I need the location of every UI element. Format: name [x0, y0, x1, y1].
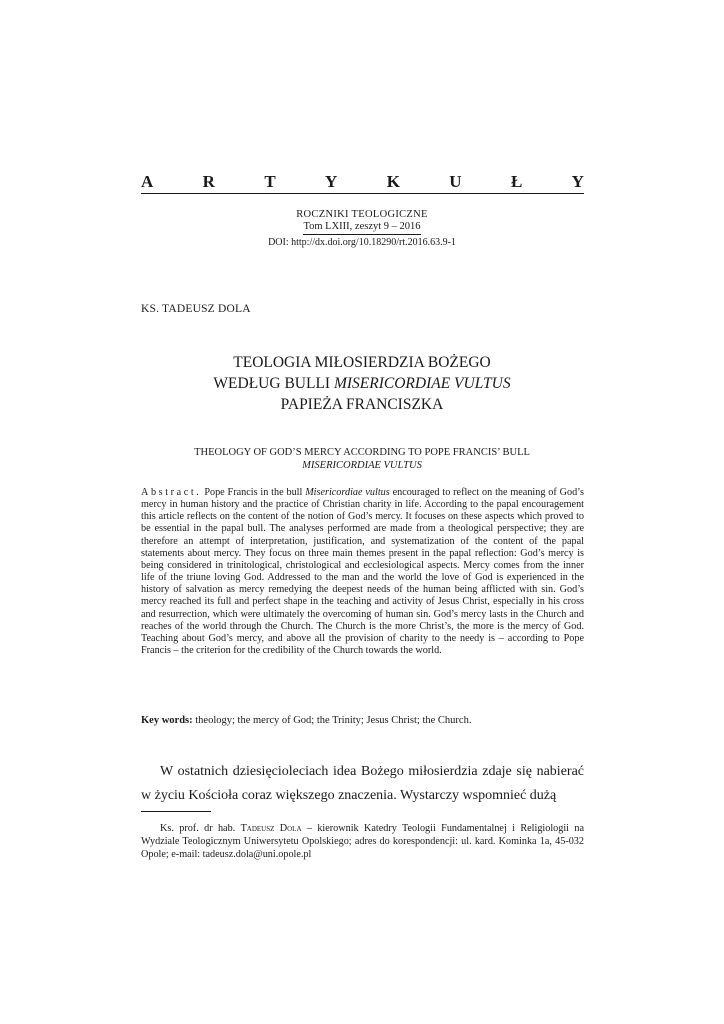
title-line-2-prefix: WEDŁUG BULLI [213, 375, 334, 392]
journal-name: ROCZNIKI TEOLOGICZNE [296, 209, 428, 220]
section-heading-letter: A [141, 172, 154, 191]
section-heading-letter: K [386, 172, 400, 191]
keywords [141, 715, 584, 726]
section-heading-letter: Y [325, 172, 338, 191]
body-paragraph: W ostatnich dziesięcioleciach idea Bożego miłosierdzia zdaje się nabierać w życiu Kościoła coraz większego znaczenia. Wystarczy wspomnieć dużą [141, 764, 584, 803]
keywords-label: Key words: [141, 715, 193, 726]
section-heading [141, 172, 584, 192]
footnote-text: – kierownik Katedry Teologii Fundamentalnej i Religiologii na Wydziale Teologicznym Uniwersytetu Opolskiego; adres do korespondencji: ul. kard. Kominka 1a, 45-032 Opole; e-mail: tadeusz.dola@uni.opole.pl [141, 823, 584, 860]
section-heading-letter: U [449, 172, 462, 191]
footnote [141, 822, 584, 861]
title-line-2-italic: MISERICORDIAE VULTUS [333, 375, 511, 392]
journal-volume: Tom LXIII, zeszyt 9 – 2016 [303, 221, 421, 232]
author: KS. TADEUSZ DOLA [141, 303, 251, 315]
abstract-body: encouraged to reflect on the meaning of God’s mercy in human history and the practice of Christian charity in life. According to the papal encouragement this article reflects on the content of the notion of God’s mercy. It focuses on these aspects which proved to be essential in the papal bull. The analyses performed are made from a theological perspective; they are therefore an attempt of interpretation, justification, and systematization of the content of the papal statements about mercy. They focus on three main themes present in the papal reflection: God’s mercy is being considered in trinitological, christological and ecclesiological aspects. Mercy comes from the inner life of the triune loving God. Addressed to the man and the world the love of God is experienced in the history of salvation as mercy remedying the deepest needs of the human being afflicted with sin. God’s mercy reached its full and perfect shape in the teaching and activity of Jesus Christ, especially in his cross and resurrection, which were ultimately the overcoming of human sin. God’s mercy lasts in the Church and reaches of the world through the Church. The Church is the more Christ’s, the more is the mercy of God. Teaching about God’s mercy, and above all the provision of charity to the needy is – according to Pope Francis – the criterion for the credibility of the Church towards the world. [141, 487, 584, 657]
journal-rule [303, 234, 421, 235]
footnote-prefix: Ks. prof. dr hab. [160, 823, 241, 834]
abstract [141, 487, 584, 657]
footnote-rule [141, 811, 211, 812]
abstract-intro: Pope Francis in the bull [201, 487, 306, 498]
title-line-3: PAPIEŻA FRANCISZKA [280, 396, 444, 413]
english-title-line-1: THEOLOGY OF GOD’S MERCY ACCORDING TO POPE FRANCIS’ BULL [194, 447, 530, 458]
section-heading-letter: T [264, 172, 276, 191]
section-heading-letter: Y [571, 172, 584, 191]
doi[interactable]: DOI: http://dx.doi.org/10.18290/rt.2016.63.9-1 [268, 237, 456, 248]
section-heading-rule [141, 193, 584, 194]
abstract-label: Abstract. [141, 487, 202, 498]
footnote-author-name: Tadeusz Dola [240, 823, 302, 834]
title-line-2 [0, 373, 724, 394]
english-title [0, 446, 724, 472]
section-heading-letter: Ł [510, 172, 523, 191]
title-line-1: TEOLOGIA MIŁOSIERDZIA BOŻEGO [233, 354, 491, 371]
abstract-italic: Misericordiae vultus [305, 487, 390, 498]
keywords-text: theology; the mercy of God; the Trinity; Jesus Christ; the Church. [192, 715, 472, 726]
english-title-line-2: MISERICORDIAE VULTUS [302, 460, 422, 471]
article-title [0, 352, 724, 415]
section-heading-letter: R [202, 172, 215, 191]
